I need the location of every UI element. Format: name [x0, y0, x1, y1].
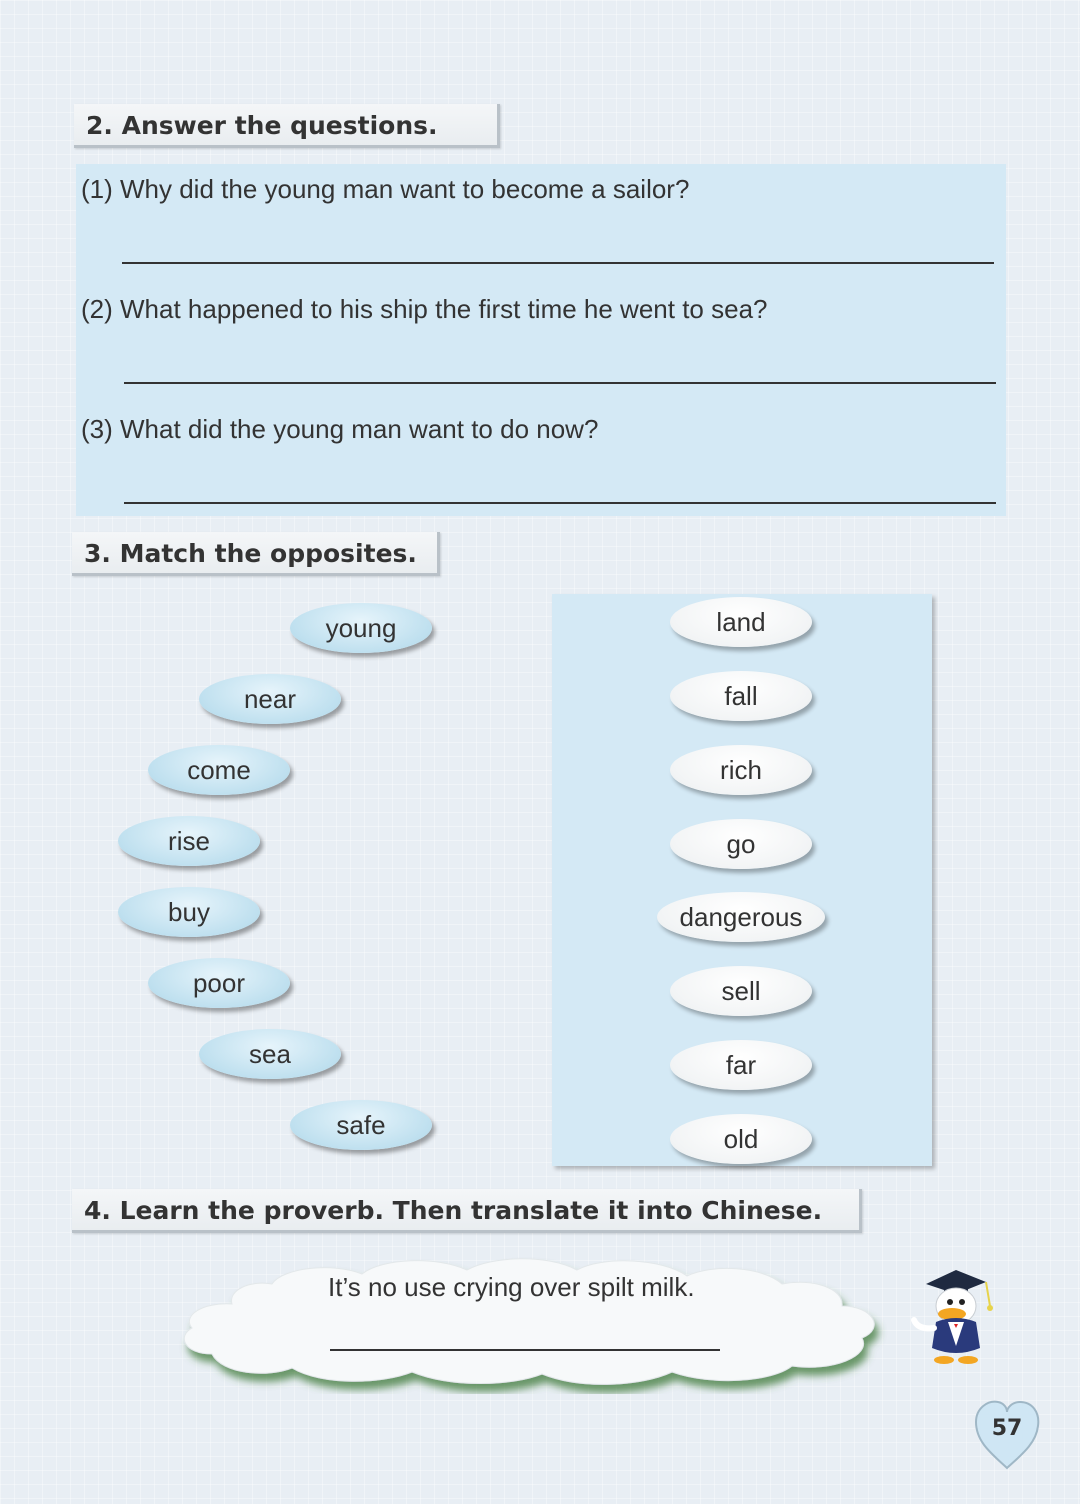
left-word-safe[interactable]: safe	[290, 1100, 432, 1150]
right-word-sell[interactable]: sell	[670, 966, 812, 1016]
right-word-far[interactable]: far	[670, 1040, 812, 1090]
question-2: (2) What happened to his ship the first time he went to sea?	[81, 294, 768, 324]
right-word-land[interactable]: land	[670, 597, 812, 647]
questions-panel	[76, 164, 1006, 516]
left-word-come[interactable]: come	[148, 745, 290, 795]
question-1: (1) Why did the young man want to become a sailor?	[81, 174, 690, 204]
right-word-dangerous[interactable]: dangerous	[657, 892, 825, 942]
left-word-rise[interactable]: rise	[118, 816, 260, 866]
right-word-go[interactable]: go	[670, 819, 812, 869]
page-number: 57	[991, 1416, 1023, 1441]
left-word-near[interactable]: near	[199, 674, 341, 724]
proverb-text: It’s no use crying over spilt milk.	[328, 1272, 695, 1302]
section4-title: 4. Learn the proverb. Then translate it into Chinese.	[72, 1189, 862, 1233]
question-3: (3) What did the young man want to do now?	[81, 414, 599, 444]
translation-line[interactable]	[330, 1349, 720, 1351]
left-word-poor[interactable]: poor	[148, 958, 290, 1008]
section2-title: 2. Answer the questions.	[74, 104, 500, 148]
duck-graduate-mascot-icon	[908, 1262, 998, 1370]
right-word-rich[interactable]: rich	[670, 745, 812, 795]
proverb-cloud	[172, 1244, 892, 1394]
right-word-old[interactable]: old	[670, 1114, 812, 1164]
section3-title: 3. Match the opposites.	[72, 532, 440, 576]
answer-line-1[interactable]	[122, 262, 994, 264]
left-word-sea[interactable]: sea	[199, 1029, 341, 1079]
answer-line-3[interactable]	[124, 502, 996, 504]
left-word-young[interactable]: young	[290, 603, 432, 653]
left-word-buy[interactable]: buy	[118, 887, 260, 937]
answer-line-2[interactable]	[124, 382, 996, 384]
right-word-fall[interactable]: fall	[670, 671, 812, 721]
